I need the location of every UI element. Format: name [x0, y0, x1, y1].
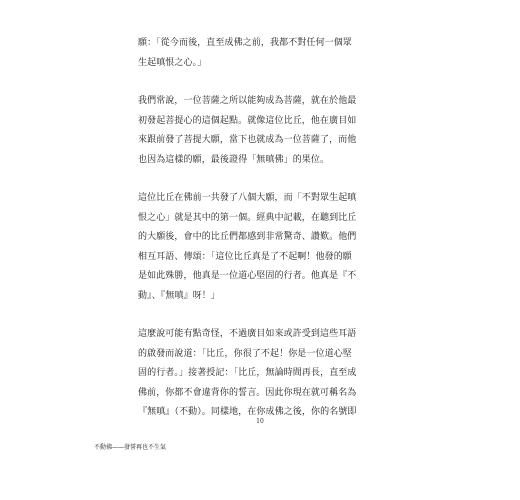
page-number: 10: [256, 418, 264, 425]
text-line: 的啟發而說道：「比丘，你很了不起！你是一位道心堅: [138, 348, 352, 359]
text-line: 來跟前發了菩提大願，當下也就成為一位菩薩了，而他: [138, 135, 357, 145]
running-footer: 不動佛——發誓再也不生氣: [94, 444, 167, 451]
text-line: 恨之心」就是其中的第一個。經典中記載，在聽到比丘: [138, 212, 357, 223]
text-line: 我們常說，一位菩薩之所以能夠成為菩薩，就在於他最: [138, 96, 357, 106]
text-line: 是如此殊勝，他真是一位道心堅固的行者。他真是『不: [138, 271, 357, 281]
paragraph-3: [138, 189, 388, 306]
text-line: 『無嗔』（不動）。同樣地，在你成佛之後，你的名號即: [138, 407, 357, 417]
paragraph-1: [138, 34, 388, 73]
paragraph-2: [138, 92, 388, 170]
body-text: [138, 34, 388, 442]
paragraph-4: [138, 325, 388, 423]
text-line: 生起嗔恨之心。」: [138, 57, 207, 68]
text-line: 這位比丘在佛前一共發了八個大願，而「不對眾生起嗔: [138, 193, 357, 203]
text-line: 願：「從今而後，直至成佛之前，我都不對任何一個眾: [138, 38, 352, 48]
text-line: 也因為這樣的願，最後證得「無嗔佛」的果位。: [138, 154, 330, 165]
text-line: 動』、『無嗔』呀！」: [138, 290, 221, 301]
text-line: 的大願後，會中的比丘們都感到非常驚奇、讚歎。他們: [138, 232, 357, 242]
text-line: 這麼說可能有點奇怪，不過廣目如來或許受到這些耳語: [138, 329, 357, 339]
text-line: 佛前，你都不會違背你的誓言。因此你現在就可稱名為: [138, 387, 357, 398]
text-line: 固的行者。」接著授記：「比丘，無論時間再長，直至成: [138, 368, 357, 378]
text-line: 初發起菩提心的這個起點。就像這位比丘，他在廣目如: [138, 115, 357, 126]
text-line: 相互耳語、傳頌：「這位比丘真是了不起啊！他發的願: [138, 251, 352, 262]
